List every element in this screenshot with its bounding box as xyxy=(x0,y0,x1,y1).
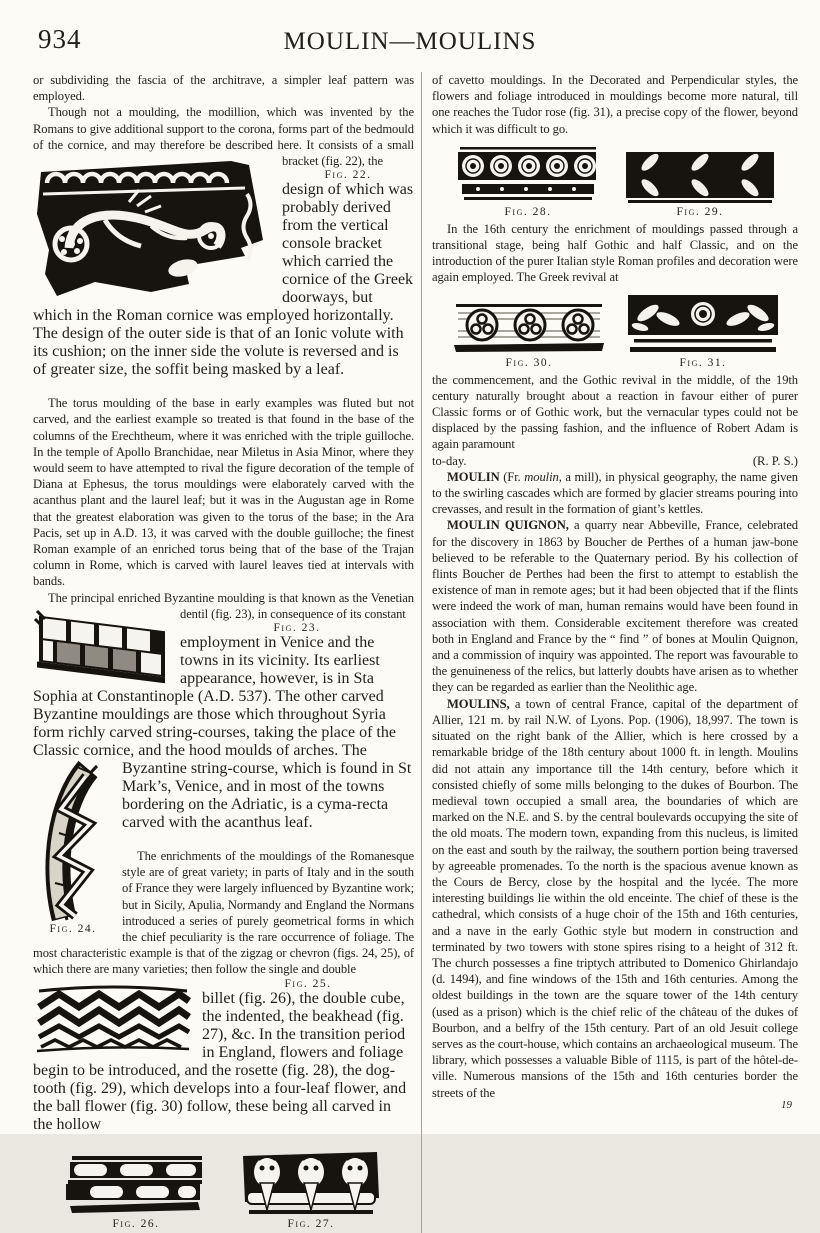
text-run: a quarry near Abbeville, France, celebrated for the discovery in 1863 by Boucher de Perthes of a human jaw-bone believed to be referable to the Quaternary period. By his collection of flints Boucher de Perthes had been the first to attempt to establish the existence of man in remote ages; but it had been objected that if the flints were indeed the work of man, human remains would have been found in association with them. Considerable excitement therefore was created both in England and France by the “ find ” of bones at Moulin Quignon, and a commission of inquiry was appointed. The report was favourable to the genuineness of the relics, but latterly doubts have arisen as to whether they can be regarded as earlier than the Neolithic age. xyxy=(432,518,799,695)
text-run: The principal enriched Byzantine moulding is that known as the Venetian dentil (fig. 23), in consequence of its constant xyxy=(48,590,414,621)
text-run: (Fr. xyxy=(499,469,525,484)
figure-25 xyxy=(33,981,193,1053)
author-initials: (R. P. S.) xyxy=(752,453,798,468)
figure-22-caption: Fig. 22. xyxy=(324,169,372,182)
beakhead-moulding-woodcut-icon xyxy=(239,1150,383,1218)
figure-28-caption: Fig. 28. xyxy=(504,205,552,218)
figure-29-caption: Fig. 29. xyxy=(676,205,724,218)
entry-term: MOULIN QUIGNON, xyxy=(447,518,569,533)
figure-27 xyxy=(239,1150,383,1230)
paragraph-byzantine xyxy=(33,590,414,622)
text-run: The enrichments of the mouldings of the Romanesque style are of great variety; in parts of Italy and in the south of France they were largely influenced by Byzantine work; but in Sicily, Apulia, Normandy and England the Normans introduced a series of purely geometrical forms in which the chief peculiarity is the rare occurrence of foliage. The most characteristic example is that of the zigzag or chevron (figs. 24, 25), of which there are many varieties; then follow the single and double xyxy=(33,849,414,977)
entry-moulins xyxy=(432,696,798,1101)
entry-moulin xyxy=(432,469,798,518)
two-column-layout xyxy=(0,72,820,1233)
figure-29 xyxy=(624,148,776,218)
paragraph-modillion xyxy=(33,104,414,169)
text-run: to-day. xyxy=(432,453,467,468)
rosette-moulding-woodcut-icon xyxy=(454,144,602,206)
figure-31-caption: Fig. 31. xyxy=(679,356,727,369)
paragraph-19th-century xyxy=(432,372,798,453)
text-run: design of which was probably derived from the vertical console bracket which carried the cornice of the Greek doorways, but which in the Roman cornice was employed horizontally. The design of the outer side is that of an Ionic volute with its cushion; on the inner side the volute is reversed and is of greater size, the soffit being masked by a leaf. xyxy=(33,181,414,379)
figure-30 xyxy=(450,299,608,369)
right-figure-row-2 xyxy=(432,293,798,369)
tudor-rose-moulding-woodcut-icon xyxy=(626,293,780,357)
signature-mark: 19 xyxy=(781,1098,792,1111)
figure-25-caption: Fig. 25. xyxy=(284,977,332,990)
paragraph-cavetto xyxy=(432,72,798,137)
entry-term: MOULIN xyxy=(447,469,500,484)
paragraph-torus xyxy=(33,395,414,589)
paragraph-architrave xyxy=(33,72,414,104)
figure-24-caption: Fig. 24. xyxy=(49,923,97,936)
text-run: Though not a moulding, the modillion, which was invented by the Romans to give additional support to the corona, forms part of the bedmould of the cornice, and may therefore be described here. It consists of a small bracket (fig. 22), the xyxy=(33,105,414,169)
text-run: , a mill), in physical geography, the name given to the swirling cascades which are formed by glacier streams pouring into crevasses, and result in the formation of giant’s kettles. xyxy=(432,469,798,517)
signoff-line xyxy=(432,453,798,469)
text-run: of cavetto mouldings. In the Decorated and Perpendicular styles, the flowers and foliage introduced in mouldings become more natural, till one reaches the Tudor rose (fig. 31), a precise copy of the flower, beyond which it was difficult to go. xyxy=(432,73,798,136)
left-column xyxy=(33,72,421,1233)
entry-term: MOULINS, xyxy=(447,696,510,711)
right-figure-row-1 xyxy=(432,144,798,218)
figure-26-caption: Fig. 26. xyxy=(112,1217,160,1230)
chevron-band-woodcut-icon xyxy=(33,981,193,1053)
text-run: a town of central France, capital of the department of Allier, 121 m. by rail N.W. of Lyons. Pop. (1906), 18,997. The town is situated on the right bank of the Allier, which is here crossed by a remarkable bridge of the 18th century about 1000 ft. in length. Moulins did not attain any importance till the 14th century, before which it consisted chiefly of some mills belonging to the dukes of Bourbon. The medieval town occupied a small area, the boundaries of which are marked on the N.E. and S. by the central boulevards occupying the site of the old moats. The modern town, expanding from this nucleus, is limited on the east and south by the railway, the southern portion being traversed by agreeable promenades. To the north is the spacious avenue known as the Cours de Bercy, close by the hospital and the lycée. The more interesting buildings lie within the old enceinte. The chief of these is the cathedral, which consists of a huge choir of the 15th and 16th centuries, and a nave in the early Gothic style but modern in construction and terminated by two towers with stone spires rising to a height of 312 ft. The church possesses a fine triptych attributed to Domenico Ghirlandajo (d. 1494), and fine windows of the 15th and 16th centuries. Among the oldest buildings in the town are the square tower of the 14th century (used as a prison) which is the chief relic of the château of the dukes of Bourbon, and a belfry of the 15th century. Part of an old Jesuit college serves as the court-house, which contains an archaeological museum. The library, which possesses a valuable Bible of 1115, is part of the hôtel-de-ville. Numerous mansions of the 15th and 16th centuries border the streets of the xyxy=(432,696,798,1100)
text-run: or subdividing the fascia of the architrave, a simpler leaf pattern was employed. xyxy=(33,73,414,104)
modillion-woodcut-icon xyxy=(33,156,273,306)
paragraph-16th-century xyxy=(432,221,798,286)
venetian-dentil-woodcut-icon xyxy=(33,609,171,683)
dogtooth-moulding-woodcut-icon xyxy=(624,148,776,206)
figure-24 xyxy=(33,763,113,935)
right-column xyxy=(422,72,798,1233)
figure-23 xyxy=(33,609,171,683)
text-run: billet (fig. 26), the double cube, the indented, the beakhead (fig. 27), &c. In the transition period in England, flowers and foliage begin to be introduced, and the rosette (fig. 28), the dog-tooth (fig. 29), which develops into a four-leaf flower, and the ball flower (fig. 30) follow, these being all carved in the hollow xyxy=(33,989,407,1133)
entry-moulin-quignon xyxy=(432,517,798,695)
page-title: MOULIN—MOULINS xyxy=(283,28,537,55)
figure-26 xyxy=(64,1152,208,1230)
figure-27-caption: Fig. 27. xyxy=(287,1217,335,1230)
text-run: found in St Mark’s, Venice, and in most of the towns bordering on the Adriatic, is a cyma-recta carved with the acanthus leaf. xyxy=(122,760,412,832)
figure-28 xyxy=(454,144,602,218)
text-run: employment in Venice and the towns in its vicinity. Its earliest appearance, however, is in Sta Sophia at Constantinople (A.D. 537). The other carved Byzantine mouldings are those which throughout Syria form richly carved string-courses, taking the place of the Classic cornice, and the hood moulds of arches. The Byzantine string-course, which is xyxy=(33,634,396,778)
zigzag-arch-woodcut-icon xyxy=(33,763,113,923)
left-bottom-figure-row xyxy=(33,1150,414,1230)
figure-30-caption: Fig. 30. xyxy=(505,356,553,369)
figure-31 xyxy=(626,293,780,369)
figure-22 xyxy=(33,156,273,306)
text-run: The torus moulding of the base in early examples was fluted but not carved, and the earliest example so treated is that found in the base of the columns of the Erechtheum, where it was enriched with the triple guilloche. In the temple of Apollo Branchidae, near Miletus in Asia Minor, where they would seem to have attempted to rival the figure decoration of the temple of Diana at Ephesus, the torus mouldings were elaborately carved with the acanthus plant and the laurel leaf; but it was in the Augustan age in Rome that the greatest elaboration was given to the torus of the base; in the Ara Pacis, set up in A.D. 13, it was carved with the double guilloche; the finest Roman example of an enriched torus being that of the base of the Trajan column in Rome, which is carved with laurel leaves tied at intervals with bands. xyxy=(33,396,414,589)
italic-term: moulin xyxy=(524,469,559,484)
text-run: the commencement, and the Gothic revival in the middle, of the 19th century naturally brought about a reaction in favour either of purer Classic forms or of Gothic work, but the vernacular types could not be displaced by the passing fashion, and the influence of Robert Adam is again paramount xyxy=(432,372,798,452)
page-number: 934 xyxy=(38,24,82,54)
text-run: In the 16th century the enrichment of mouldings passed through a transitional stage, being half Gothic and half Classic, and on the introduction of the purer Italian style Roman profiles and decoration were again employed. The Greek revival at xyxy=(432,221,798,285)
figure-23-caption: Fig. 23. xyxy=(273,622,321,635)
ballflower-moulding-woodcut-icon xyxy=(450,299,608,357)
billet-moulding-woodcut-icon xyxy=(64,1152,208,1218)
